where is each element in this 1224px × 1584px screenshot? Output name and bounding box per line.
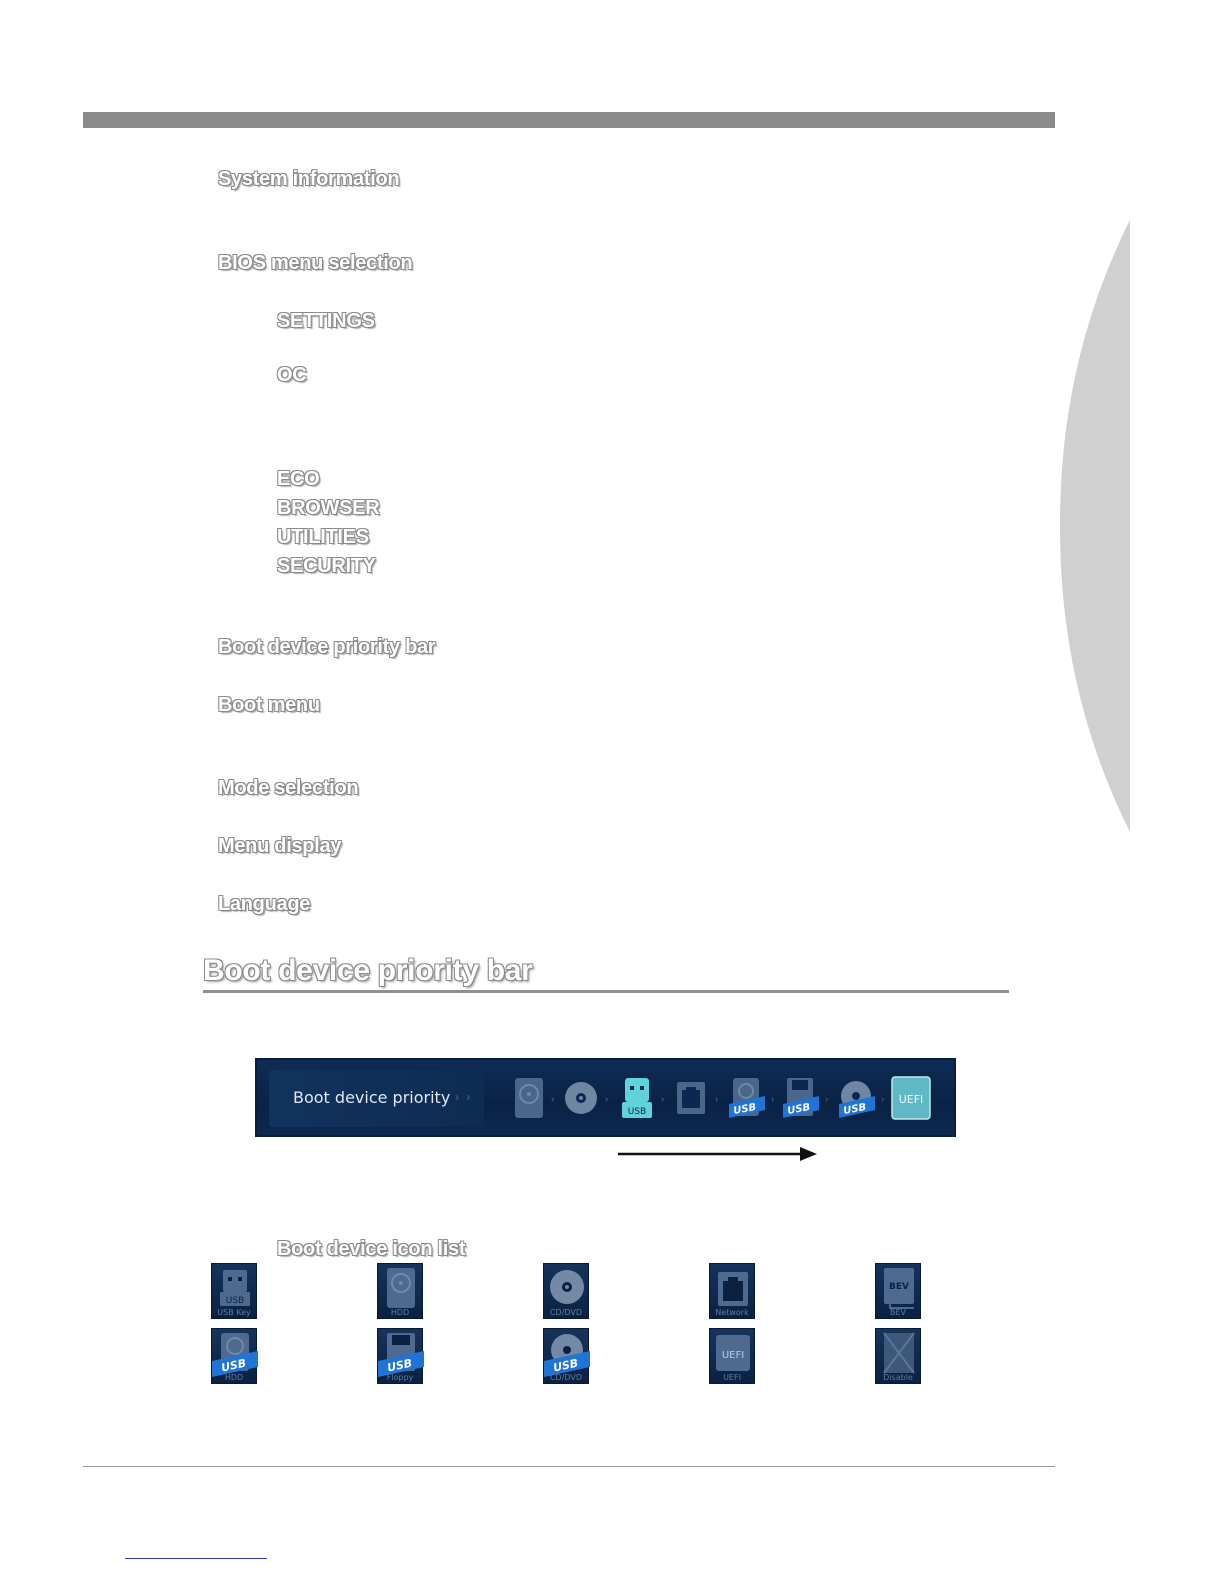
separator-arrow: › (715, 1094, 719, 1105)
menu-item-oc: OC (277, 364, 307, 386)
usb-cd-dvd-icon (543, 1328, 589, 1384)
usb-key-icon (211, 1263, 257, 1319)
icon-caption: Network (715, 1308, 749, 1317)
separator-arrow: › (605, 1094, 609, 1105)
uefi-text: UEFI (721, 1350, 745, 1361)
section-heading: Boot device priority bar (203, 954, 533, 987)
uefi-icon (709, 1328, 755, 1384)
boot-priority-label: Boot device priority (293, 1088, 451, 1107)
usb-floppy-icon[interactable] (783, 1076, 819, 1120)
menu-item-settings: SETTINGS (277, 310, 375, 332)
heading-rule (203, 990, 1009, 993)
hdd-icon (377, 1263, 423, 1319)
icon-caption: Disable (883, 1373, 913, 1382)
icon-caption: CD/DVD (549, 1308, 583, 1317)
separator-arrow: › (771, 1094, 775, 1105)
usb-floppy-icon (377, 1328, 423, 1384)
icon-caption: UEFI (723, 1373, 741, 1382)
system-information-label: System information (218, 168, 400, 190)
footer-link-underline (125, 1558, 267, 1559)
icon-list-title: Boot device icon list (277, 1238, 466, 1260)
uefi-text: UEFI (898, 1093, 924, 1106)
separator-arrow: › (661, 1094, 665, 1105)
separator-arrow: › (825, 1094, 829, 1105)
usb-hdd-icon[interactable] (729, 1076, 765, 1120)
icon-caption: HDD (224, 1373, 244, 1382)
bev-icon (875, 1263, 921, 1319)
boot-menu-label: Boot menu (218, 694, 320, 716)
uefi-icon[interactable] (891, 1076, 931, 1120)
language-label: Language (218, 893, 311, 915)
menu-item-security: SECURITY (277, 555, 376, 577)
menu-display-label: Menu display (218, 835, 342, 857)
boot-device-priority-bar (255, 1058, 956, 1137)
usb-key-text: USB (225, 1296, 245, 1306)
bios-menu-selection-label: BIOS menu selection (218, 252, 413, 274)
boot-priority-label-box[interactable] (269, 1070, 484, 1127)
usb-badge-text: USB (842, 1102, 868, 1117)
usb-key-text: USB (627, 1107, 647, 1117)
usb-badge-text: USB (219, 1356, 248, 1375)
icon-caption: USB Key (217, 1308, 251, 1317)
cd-dvd-icon[interactable] (563, 1076, 599, 1120)
icon-caption: Floppy (386, 1373, 414, 1382)
menu-item-utilities: UTILITIES (277, 526, 369, 548)
separator-arrow: › (881, 1094, 885, 1105)
usb-cd-dvd-icon[interactable] (839, 1076, 875, 1120)
hdd-icon[interactable] (511, 1076, 547, 1120)
bev-text: BEV (889, 1282, 909, 1292)
priority-direction-arrow (618, 1144, 818, 1164)
separator-arrow: › (551, 1094, 555, 1105)
cd-dvd-icon (543, 1263, 589, 1319)
usb-badge-text: USB (551, 1356, 580, 1375)
network-icon (709, 1263, 755, 1319)
icon-caption: HDD (390, 1308, 410, 1317)
header-rule (83, 112, 1055, 128)
disable-icon (875, 1328, 921, 1384)
network-icon[interactable] (673, 1076, 709, 1120)
usb-badge-text: USB (786, 1102, 812, 1117)
menu-item-eco: ECO (277, 468, 320, 490)
usb-badge-text: USB (732, 1102, 758, 1117)
chevron-right-icon: › › (455, 1090, 473, 1104)
side-tab (1060, 220, 1130, 832)
menu-item-browser: BROWSER (277, 497, 380, 519)
footer-rule (83, 1466, 1055, 1467)
icon-caption: BEV (889, 1308, 906, 1317)
usb-key-icon[interactable] (619, 1076, 655, 1120)
mode-selection-label: Mode selection (218, 777, 359, 799)
boot-device-priority-bar-label: Boot device priority bar (218, 636, 436, 658)
usb-hdd-icon (211, 1328, 257, 1384)
usb-badge-text: USB (385, 1356, 414, 1375)
icon-caption: CD/DVD (549, 1373, 583, 1382)
